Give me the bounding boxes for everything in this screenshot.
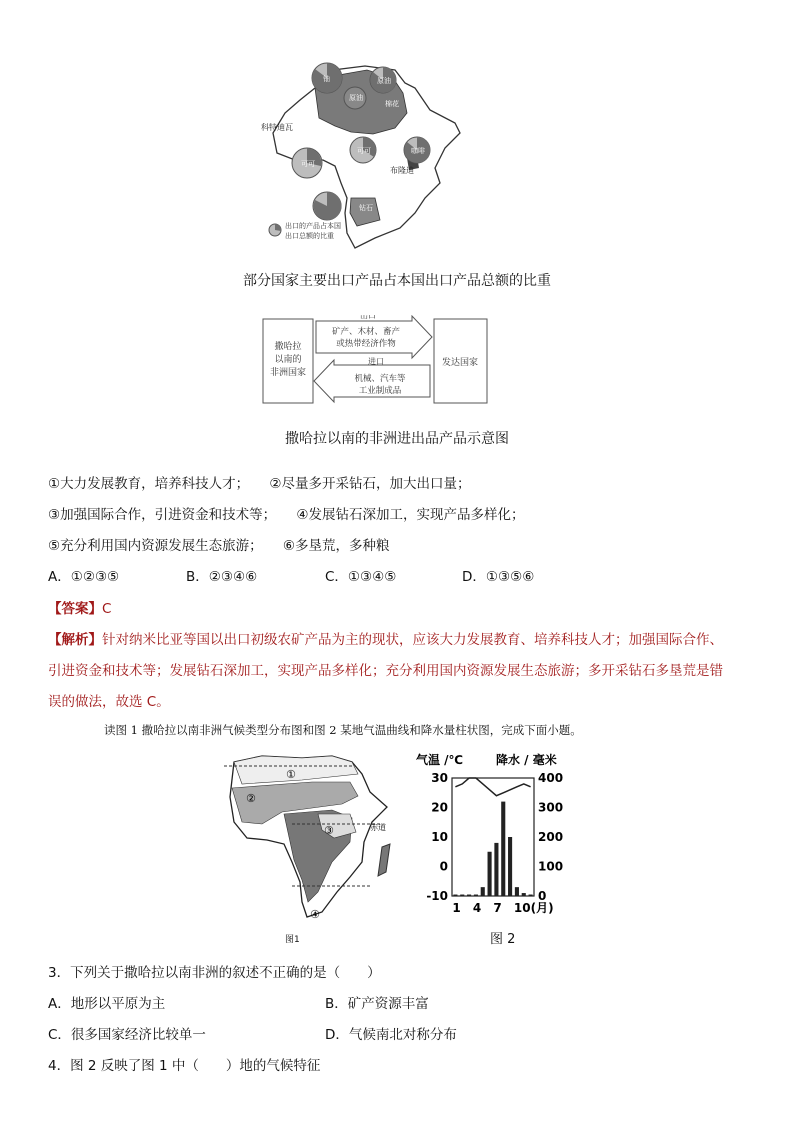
reading-intro: 读图 1 撒哈拉以南非洲气候类型分布图和图 2 某地气温曲线和降水量柱状图，完成下面小题。 [104,723,582,737]
map-caption: 部分国家主要出口产品占本国出口产品总额的比重 [243,273,551,289]
right-box-label: 发达国家 [441,358,479,368]
q3-choice-b: B．矿产资源丰富 [325,996,429,1012]
climate-mark-3: ③ [324,824,334,837]
temp-tick-label: -10 [426,889,448,903]
burundi-label: 布隆迪 [390,166,414,175]
left-box-line-1: 撒哈拉 [274,342,302,352]
temperature-curve [455,778,530,796]
precip-bar [494,843,498,896]
temp-tick-label: 30 [431,771,448,785]
temp-tick-label: 0 [439,859,448,874]
temp-tick-label: 10 [431,830,448,844]
analysis-line-2: 引进资金和技术等；发展钻石深加工，实现产品多样化；充分利用国内资源发展生态旅游；多开采钻石多垦荒是错 [48,663,723,679]
analysis-line-3: 误的做法，故选 C。 [48,694,170,710]
choice-b: B．②③④⑥ [186,569,258,585]
month-tick-label: 4 [472,901,482,915]
pie-label-5: 咖啡 [411,147,425,155]
precip-bar [467,895,471,896]
q3-choice-d: D．气候南北对称分布 [325,1027,457,1043]
pie-label-1: 铀 [323,75,330,83]
plot-frame [452,778,534,896]
precip-bar [529,895,533,896]
precip-bar [474,895,478,896]
precip-bar [501,802,505,896]
month-tick-label: 10(月) [513,901,554,915]
q3-choice-a: A．地形以平原为主 [48,996,166,1012]
climate-mark-1: ① [286,768,296,781]
precip-bar [481,887,485,896]
analysis-line-1 [48,628,723,648]
left-box-line-3: 非洲国家 [269,368,307,378]
choice-a: A．①②③⑤ [48,569,120,585]
precip-bar [453,895,457,896]
climate-chart-svg [414,750,584,922]
option-line-2: ③加强国际合作，引进资金和技术等； ④发展钻石深加工，实现产品多样化； [48,507,525,523]
africa-export-map-svg [255,48,475,253]
q3-choice-c: C．很多国家经济比较单一 [48,1027,206,1043]
precip-bar [460,895,464,896]
month-tick-label: 7 [493,901,502,915]
precip-bar [508,837,512,896]
precip-bar [488,852,492,896]
precip-tick-label: 100 [538,859,564,874]
climate-mark-2: ② [246,792,256,805]
option-line-3: ⑤充分利用国内资源发展生态旅游； ⑥多垦荒，多种粮 [48,538,390,554]
precip-tick-label: 300 [538,800,564,815]
cote-divoire-label: 科特迪瓦 [261,123,293,132]
export-label: 出口 [360,315,376,320]
question-4: 4．图 2 反映了图 1 中（ ）地的气候特征 [48,1058,321,1074]
answer-line [48,597,111,617]
export-goods-1: 矿产、木材、畜产 [331,327,401,337]
left-box-line-2: 以南的 [274,355,302,365]
choice-c: C．①③④⑤ [325,569,397,585]
import-label: 进口 [368,357,384,366]
temp-axis-title: 气温 /℃ [416,753,464,767]
climate-chart [414,750,584,922]
legend-line-2: 出口总额的比重 [285,232,334,240]
precip-tick-label: 200 [538,830,564,844]
climate-mark-4: ④ [310,908,320,921]
equator-label: 赤道 [370,823,386,832]
answer-tag: 【答案】 [48,601,102,617]
flow-caption: 撒哈拉以南的非洲进出品产品示意图 [285,431,509,447]
temp-tick-label: 20 [431,800,448,815]
analysis-tag: 【解析】 [48,632,102,648]
pie-label-6: 可可 [301,160,315,168]
pie-label-4: 棉花 [385,100,399,108]
analysis-text-1: 针对纳米比亚等国以出口初级农矿产品为主的现状，应该大力发展教育、培养科技人才；加强国际合作、 [102,632,723,648]
trade-flow-diagram [262,315,488,407]
export-share-map [255,48,475,253]
precip-bar [522,893,526,896]
pie-label-8: 钻石 [359,204,373,212]
answer-value: C [102,601,112,617]
precip-tick-label: 0 [538,889,547,903]
precip-tick-label: 400 [538,771,564,785]
fig2-caption: 图 2 [490,932,516,947]
fig1-caption: 图1 [285,935,300,945]
month-tick-label: 1 [452,901,461,915]
pie-label-3: 原油 [349,94,363,102]
import-goods-2: 工业制成品 [358,386,402,396]
climate-map-svg [222,752,407,932]
legend-line-1: 出口的产品占本国 [285,222,341,230]
export-goods-2: 或热带经济作物 [336,339,396,349]
question-3: 3．下列关于撒哈拉以南非洲的叙述不正确的是（ ） [48,965,381,981]
climate-map [222,752,407,932]
choice-d: D．①③⑤⑥ [462,569,535,585]
option-line-1: ①大力发展教育，培养科技人才； ②尽量多开采钻石，加大出口量； [48,476,471,492]
pie-label-2: 原油 [377,77,391,85]
pie-label-7: 可可 [357,147,371,155]
precip-axis-title: 降水 / 毫米 [496,753,557,767]
trade-flow-svg [262,315,488,407]
precip-bar [515,887,519,896]
import-goods-1: 机械、汽车等 [354,374,406,384]
